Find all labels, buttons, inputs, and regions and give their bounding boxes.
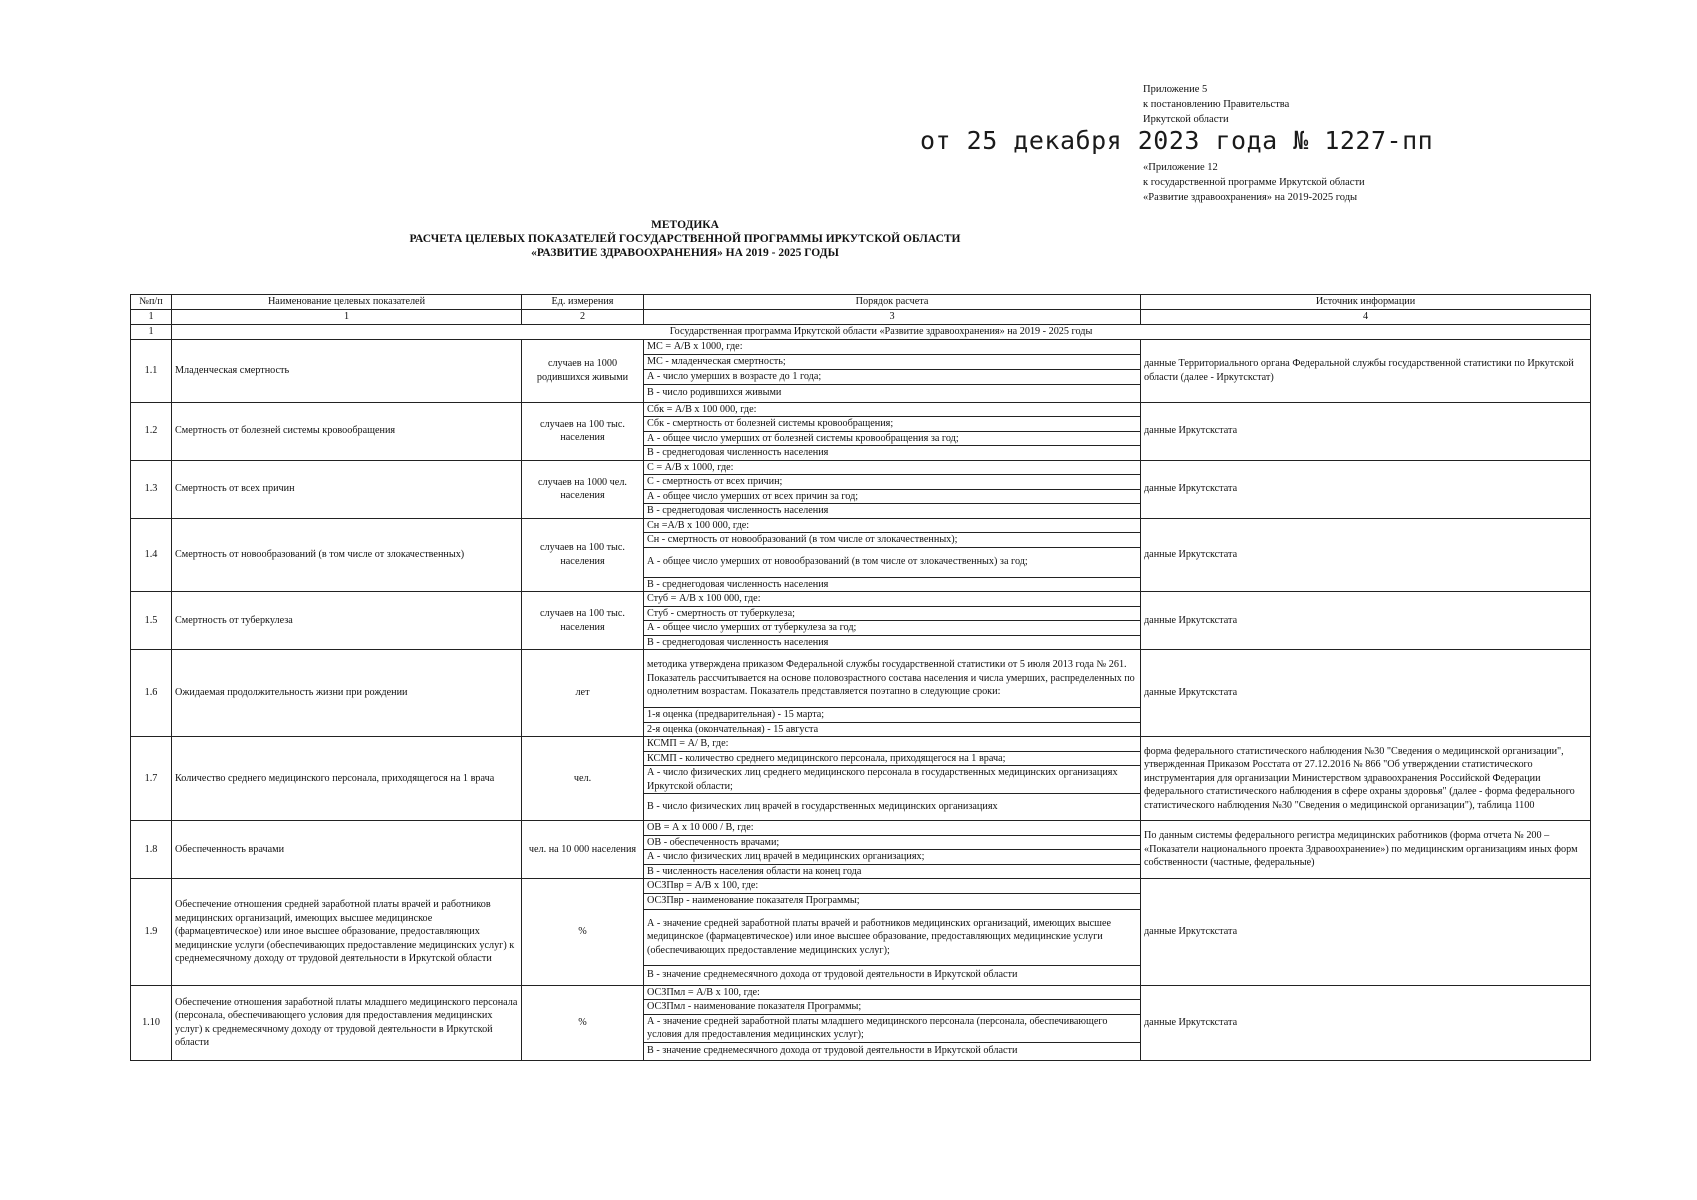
row-num: 1.1 [131,339,172,402]
calculation-line: В - число родившихся живыми [644,384,1141,402]
decree-date-stamp: от 25 декабря 2023 года № 1227-пп [920,126,1434,155]
calculation-line: ОВ - обеспеченность врачами; [644,835,1141,850]
indicator-name: Обеспечение отношения средней заработной платы врачей и работников медицинских организаций, имеющих высшее медицинское (фармацевтическое) или иное высшее образование, предоставляющих медицинские услуги (обеспечивающих предоставление медицинских услуг) к среднемесячному доходу от трудовой деятельности в Иркутской области [172,879,522,986]
calculation-line: А - число физических лиц среднего медицинского персонала в государственных медицинских организациях Иркутской области; [644,766,1141,794]
table-row [131,339,1591,354]
table-row [131,518,1591,533]
unit-of-measure: случаев на 100 тыс. населения [522,402,644,460]
info-source: данные Иркутскстата [1141,879,1591,986]
indicators-table [130,294,1591,1061]
info-source: данные Иркутскстата [1141,518,1591,592]
calculation-line: В - значение среднемесячного дохода от трудовой деятельности в Иркутской области [644,1042,1141,1060]
indicator-name: Младенческая смертность [172,339,522,402]
calculation-line: А - общее число умерших от всех причин за год; [644,489,1141,504]
appendix-line: «Приложение 12 [1143,162,1218,173]
info-source: форма федерального статистического наблюдения №30 "Сведения о медицинской организации", утвержденная Приказом Росстата от 27.12.2016 № 866 "Об утверждении статистического инструментария для организации Министерством здравоохранения Российской Федерации федерального статистического наблюдения в сфере охраны здоровья" (далее - форма федерального статистического наблюдения №30 "Сведения о медицинской организации"), таблица 1100 [1141,737,1591,821]
unit-of-measure: случаев на 1000 родившихся живыми [522,339,644,402]
col-header-unit: Ед. измерения [522,295,644,310]
row-num: 1.7 [131,737,172,821]
calculation-line: В - среднегодовая численность населения [644,446,1141,461]
calculation-line: ОСЗПмл = А/В х 100, где: [644,985,1141,1000]
col-number: 1 [172,310,522,325]
info-source: данные Иркутскстата [1141,985,1591,1060]
calculation-line: 2-я оценка (окончательная) - 15 августа [644,722,1141,737]
calculation-line: В - среднегодовая численность населения [644,504,1141,519]
row-num: 1.9 [131,879,172,986]
appendix-line: к государственной программе Иркутской области [1143,177,1365,188]
prelude-line: Иркутской области [1143,114,1229,125]
info-source: данные Территориального органа Федеральной службы государственной статистики по Иркутской области (далее - Иркутскстат) [1141,339,1591,402]
indicator-name: Обеспеченность врачами [172,821,522,879]
calculation-line: Стуб = А/В х 100 000, где: [644,592,1141,607]
program-num: 1 [131,324,172,339]
row-num: 1.6 [131,650,172,737]
unit-of-measure: чел. на 10 000 населения [522,821,644,879]
info-source: По данным системы федерального регистра медицинских работников (форма отчета № 200 – «Показатели национального проекта Здравоохранение») по медицинским организациям иных форм собственности (частные, федеральные) [1141,821,1591,879]
unit-of-measure: чел. [522,737,644,821]
col-header-num: №п/п [131,295,172,310]
table-row [131,879,1591,894]
prelude-line: к постановлению Правительства [1143,99,1290,110]
calculation-line: методика утверждена приказом Федеральной службы государственной статистики от 5 июля 2013 года № 261. Показатель рассчитывается на основе половозрастного состава населения и числа умерших, распределенных по однолетним возрастам. Показатель представляется поэтапно в следующие сроки: [644,650,1141,708]
calculation-line: В - среднегодовая численность населения [644,635,1141,650]
appendix-5-block [1143,82,1289,127]
calculation-line: В - значение среднемесячного дохода от трудовой деятельности в Иркутской области [644,965,1141,985]
col-number: 4 [1141,310,1591,325]
calculation-line: КСМП - количество среднего медицинского персонала, приходящегося на 1 врача; [644,751,1141,766]
indicator-name: Смертность от новообразований (в том числе от злокачественных) [172,518,522,592]
calculation-line: КСМП = А/ В, где: [644,737,1141,752]
row-num: 1.4 [131,518,172,592]
row-num: 1.3 [131,460,172,518]
table-row [131,460,1591,475]
unit-of-measure: случаев на 1000 чел. населения [522,460,644,518]
info-source: данные Иркутскстата [1141,460,1591,518]
appendix-line: «Развитие здравоохранения» на 2019-2025 годы [1143,192,1358,203]
row-num: 1.5 [131,592,172,650]
calculation-line: МС = А/В х 1000, где: [644,339,1141,354]
calculation-line: МС - младенческая смертность; [644,354,1141,369]
calculation-line: Сн - смертность от новообразований (в том числе от злокачественных); [644,533,1141,548]
calculation-line: Сбк = А/В х 100 000, где: [644,402,1141,417]
unit-of-measure: лет [522,650,644,737]
document-title [0,218,1370,260]
calculation-line: Сн =А/В х 100 000, где: [644,518,1141,533]
table-row [131,650,1591,708]
calculation-line: В - среднегодовая численность населения [644,577,1141,592]
unit-of-measure: случаев на 100 тыс. населения [522,592,644,650]
indicator-name: Смертность от туберкулеза [172,592,522,650]
appendix-12-block [1143,160,1365,205]
program-title: Государственная программа Иркутской области «Развитие здравоохранения» на 2019 - 2025 годы [172,324,1591,339]
calculation-line: В - численность населения области на конец года [644,864,1141,879]
calculation-line: ОСЗПвр = А/В х 100, где: [644,879,1141,894]
calculation-line: А - общее число умерших от болезней системы кровообращения за год; [644,431,1141,446]
table-row [131,985,1591,1000]
calculation-line: А - общее число умерших от новообразований (в том числе от злокачественных) за год; [644,547,1141,577]
table-row [131,737,1591,752]
indicator-name: Смертность от всех причин [172,460,522,518]
row-num: 1.8 [131,821,172,879]
calculation-line: С = А/В х 1000, где: [644,460,1141,475]
calculation-line: Сбк - смертность от болезней системы кровообращения; [644,417,1141,432]
title-line: РАСЧЕТА ЦЕЛЕВЫХ ПОКАЗАТЕЛЕЙ ГОСУДАРСТВЕННОЙ ПРОГРАММЫ ИРКУТСКОЙ ОБЛАСТИ [409,233,961,245]
calculation-line: А - общее число умерших от туберкулеза за год; [644,621,1141,636]
row-num: 1.10 [131,985,172,1060]
calculation-line: А - число физических лиц врачей в медицинских организациях; [644,850,1141,865]
program-row [131,324,1591,339]
col-header-calc: Порядок расчета [644,295,1141,310]
calculation-line: ОВ = А х 10 000 / В, где: [644,821,1141,836]
unit-of-measure: % [522,985,644,1060]
unit-of-measure: случаев на 100 тыс. населения [522,518,644,592]
info-source: данные Иркутскстата [1141,402,1591,460]
col-header-name: Наименование целевых показателей [172,295,522,310]
unit-of-measure: % [522,879,644,986]
indicator-name: Количество среднего медицинского персонала, приходящегося на 1 врача [172,737,522,821]
indicator-name: Смертность от болезней системы кровообращения [172,402,522,460]
title-line: МЕТОДИКА [651,219,719,231]
info-source: данные Иркутскстата [1141,650,1591,737]
col-number: 3 [644,310,1141,325]
calculation-line: А - значение средней заработной платы врачей и работников медицинских организаций, имеющих высшее медицинское (фармацевтическое) или иное высшее образование, предоставляющих медицинские услуги (обеспечивающих предоставление медицинских услуг); [644,909,1141,965]
table-row [131,402,1591,417]
table-row [131,821,1591,836]
row-num: 1.2 [131,402,172,460]
calculation-line: А - число умерших в возрасте до 1 года; [644,369,1141,384]
prelude-line: Приложение 5 [1143,84,1208,95]
table-row [131,592,1591,607]
table-header-row [131,295,1591,310]
indicator-name: Обеспечение отношения заработной платы младшего медицинского персонала (персонала, обеспечивающего условия для предоставления медицинских услуг) к среднемесячному доходу от трудовой деятельности в Иркутской области [172,985,522,1060]
calculation-line: ОСЗПмл - наименование показателя Программы; [644,1000,1141,1015]
info-source: данные Иркутскстата [1141,592,1591,650]
calculation-line: В - число физических лиц врачей в государственных медицинских организациях [644,794,1141,821]
column-numbers-row [131,310,1591,325]
calculation-line: С - смертность от всех причин; [644,475,1141,490]
calculation-line: ОСЗПвр - наименование показателя Программы; [644,893,1141,909]
calculation-line: 1-я оценка (предварительная) - 15 марта; [644,708,1141,723]
col-header-source: Источник информации [1141,295,1591,310]
col-number: 2 [522,310,644,325]
calculation-line: Стуб - смертность от туберкулеза; [644,606,1141,621]
title-line: «РАЗВИТИЕ ЗДРАВООХРАНЕНИЯ» НА 2019 - 2025 ГОДЫ [531,247,839,259]
indicator-name: Ожидаемая продолжительность жизни при рождении [172,650,522,737]
col-number: 1 [131,310,172,325]
calculation-line: А - значение средней заработной платы младшего медицинского персонала (персонала, обеспечивающего условия для предоставления медицинских услуг); [644,1014,1141,1042]
